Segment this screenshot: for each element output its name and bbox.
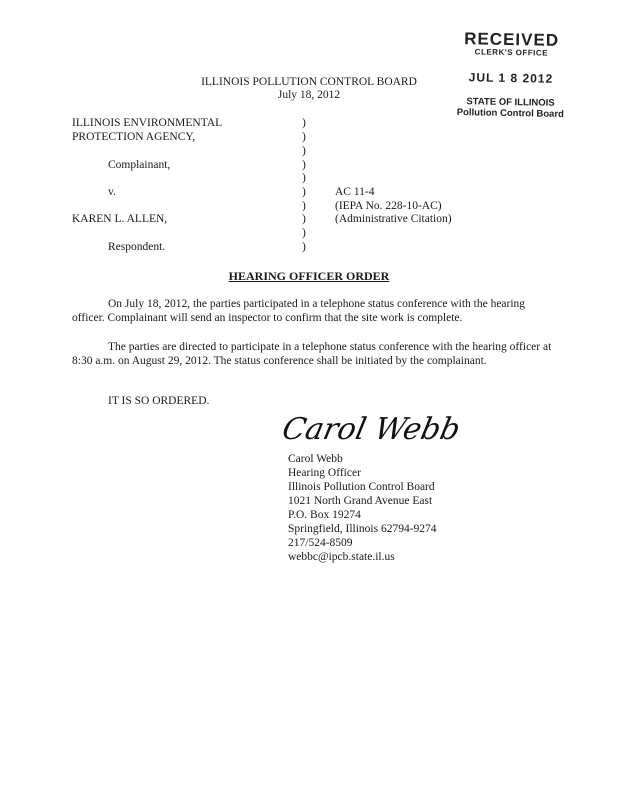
plaintiff-role: Complainant, xyxy=(108,159,171,171)
defendant-name: KAREN L. ALLEN, xyxy=(72,213,168,225)
board-name: ILLINOIS POLLUTION CONTROL BOARD xyxy=(201,76,417,88)
versus: v. xyxy=(108,186,116,198)
defendant-role: Respondent. xyxy=(108,241,166,253)
caption-paren: ) xyxy=(302,172,306,184)
signer-city: Springfield, Illinois 62794-9274 xyxy=(288,523,437,535)
signer-phone: 217/524-8509 xyxy=(288,537,353,549)
signer-address2: P.O. Box 19274 xyxy=(288,509,361,521)
closing-statement: IT IS SO ORDERED. xyxy=(108,395,210,407)
stamp-received: RECEIVED xyxy=(464,29,560,50)
signature-icon xyxy=(279,405,464,449)
caption-paren: ) xyxy=(302,241,306,253)
signer-name: Carol Webb xyxy=(288,453,343,465)
plaintiff-line2: PROTECTION AGENCY, xyxy=(72,131,196,143)
caption-paren: ) xyxy=(302,227,306,239)
order-paragraph-2: The parties are directed to participate in a telephone status conference with the hearing officer at 8:30 a.m. on August 29, 2012. The status conference shall be initiated by the complainant. xyxy=(72,341,552,367)
stamp-office: CLERK'S OFFICE xyxy=(474,47,549,58)
handwritten-signature xyxy=(279,405,464,449)
signer-address1: 1021 North Grand Avenue East xyxy=(288,495,433,507)
stamp-date: JUL 1 8 2012 xyxy=(468,70,554,86)
iepa-number: (IEPA No. 228-10-AC) xyxy=(335,200,442,212)
caption-paren: ) xyxy=(302,145,306,157)
signature-text: Carol Webb xyxy=(279,412,464,447)
plaintiff-line1: ILLINOIS ENVIRONMENTAL xyxy=(72,117,223,129)
caption-paren: ) xyxy=(302,200,306,212)
caption-paren: ) xyxy=(302,186,306,198)
caption-paren: ) xyxy=(302,131,306,143)
signer-org: Illinois Pollution Control Board xyxy=(288,481,435,493)
case-number: AC 11-4 xyxy=(335,186,375,198)
signer-title: Hearing Officer xyxy=(288,467,361,479)
order-paragraph-1: On July 18, 2012, the parties participated in a telephone status conference with the hearing officer. Complainant will send an inspector to confirm that the site work is complete. xyxy=(72,298,526,324)
stamp-state: STATE OF ILLINOIS xyxy=(466,96,555,109)
stamp-board: Pollution Control Board xyxy=(456,107,564,120)
signer-email[interactable]: webbc@ipcb.state.il.us xyxy=(288,551,395,563)
caption-paren: ) xyxy=(302,117,306,129)
order-title: HEARING OFFICER ORDER xyxy=(228,269,390,283)
case-type: (Administrative Citation) xyxy=(335,213,452,225)
caption-paren: ) xyxy=(302,213,306,225)
caption-paren: ) xyxy=(302,159,306,171)
document-date: July 18, 2012 xyxy=(277,89,341,101)
